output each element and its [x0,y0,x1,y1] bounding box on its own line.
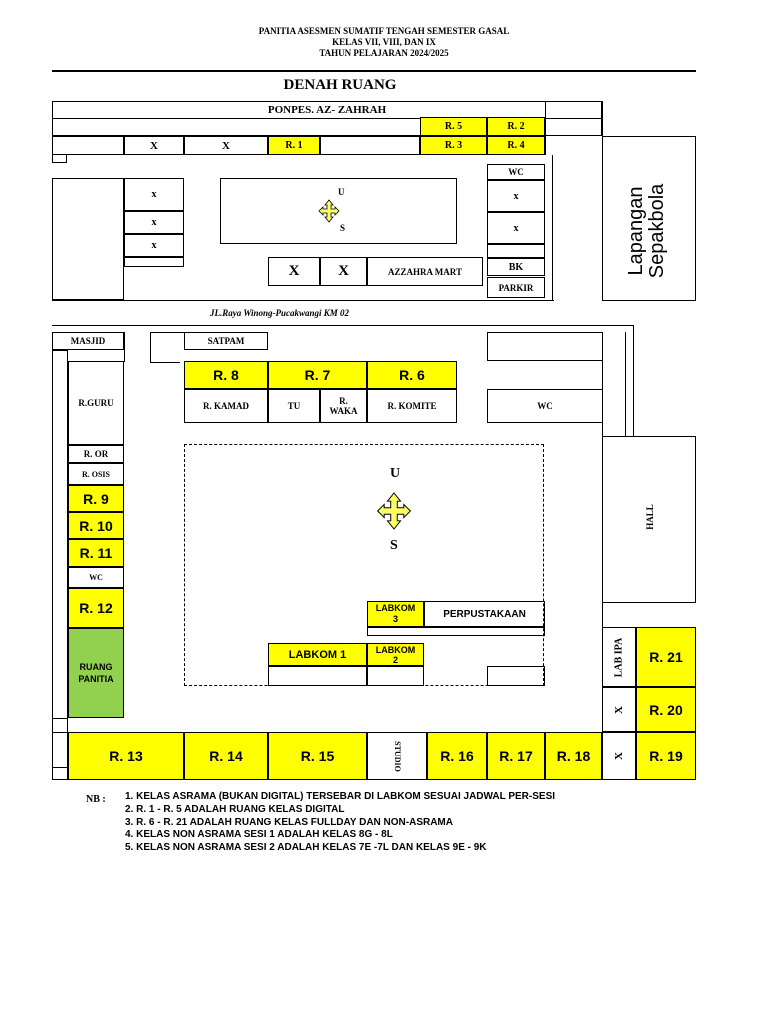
room-r14: R. 14 [184,732,268,780]
room-r8: R. 8 [184,361,268,389]
compass-south-label: S [390,538,398,553]
room-r5: R. 5 [420,117,487,136]
header-line-3: TAHUN PELAJARAN 2024/2025 [319,48,449,58]
upper-room-blank [320,136,420,155]
perpustakaan: PERPUSTAKAAN [424,601,545,627]
hall-label: HALL [645,504,655,530]
room-r21: R. 21 [636,627,696,687]
studio-label: STUDIO [392,740,402,772]
lower-boundary [633,325,634,437]
tu-room: TU [268,389,320,423]
header-line-2: KELAS VII, VIII, DAN IX [332,37,436,47]
room-r12: R. 12 [68,588,124,628]
room-r16: R. 16 [427,732,487,780]
page-title: DENAH RUANG [283,76,397,93]
note-item: 3. R. 6 - R. 21 ADALAH RUANG KELAS FULLDAY DAN NON-ASRAMA [125,817,453,828]
upper-left-room [52,178,124,300]
lab-ipa-label: LAB IPA [613,637,625,677]
masjid: MASJID [52,332,124,350]
room-r19: R. 19 [636,732,696,780]
upper-room-x: x [487,180,545,212]
lower-boundary [150,332,151,362]
satpam-post: SATPAM [184,332,268,350]
upper-room-blank [52,136,124,155]
kamad-room: R. KAMAD [184,389,268,423]
lower-room-x-label: X [612,752,625,760]
note-item: 5. KELAS NON ASRAMA SESI 2 ADALAH KELAS 7E -7L DAN KELAS 9E - 9K [125,842,487,853]
upper-room-x: X [184,136,268,155]
upper-room-x: x [124,178,184,211]
osis-room: R. OSIS [68,463,124,485]
lower-boundary [625,332,626,437]
lower-room-blank [367,627,545,636]
waka-room: R. WAKA [320,389,367,423]
upper-room-blank [124,257,184,267]
upper-boundary [602,101,603,136]
lower-room-blank [487,666,545,686]
azzahra-mart: AZZAHRA MART [367,257,483,286]
room-r6: R. 6 [367,361,457,389]
compass-south-label: S [340,223,346,233]
upper-step [52,154,67,163]
upper-room-x: X [124,136,184,155]
lower-wc: WC [487,389,603,423]
upper-boundary [552,155,553,301]
upper-room-x: x [487,212,545,244]
room-r2: R. 2 [487,117,545,136]
upper-room-x: x [124,211,184,234]
note-item: 2. R. 1 - R. 5 ADALAH RUANG KELAS DIGITAL [125,804,345,815]
ponpes-label: PONPES. AZ- ZAHRAH [52,101,602,119]
room-r10: R. 10 [68,512,124,539]
header-line-1: PANITIA ASESMEN SUMATIF TENGAH SEMESTER GASAL [258,26,510,36]
or-room: R. OR [68,445,124,463]
upper-divider [545,101,546,155]
compass-icon [376,491,412,531]
labkom-3: LABKOM 3 [367,601,424,627]
road-label: JL.Raya Winong-Pucakwangi KM 02 [210,308,350,318]
compass-icon [318,199,340,223]
compass-north-label: U [338,187,345,197]
lapangan-label: Lapangan Sepakbola [625,183,668,279]
panitia-room: RUANG PANITIA [68,628,124,718]
upper-wc: WC [487,164,545,180]
room-r1: R. 1 [268,136,320,155]
room-r15: R. 15 [268,732,367,780]
room-r3: R. 3 [420,136,487,155]
header-rule [52,70,696,72]
lower-west-wall [52,732,68,780]
compass-north-label: U [390,466,401,481]
notes-label: NB : [86,794,106,805]
lower-west-wall [52,350,68,768]
room-r7: R. 7 [268,361,367,389]
lab-ipa [602,627,636,687]
lower-room-blank [268,666,367,686]
lower-boundary [150,332,184,333]
labkom-2: LABKOM 2 [367,643,424,666]
upper-room-x: x [124,234,184,257]
road-line [52,325,634,326]
lower-wc-small: WC [68,567,124,588]
upper-boundary [52,300,554,301]
parkir-area: PARKIR [487,277,545,298]
room-r9: R. 9 [68,485,124,512]
upper-room-blank [487,244,545,258]
bk-room: BK [487,258,545,276]
room-r17: R. 17 [487,732,545,780]
room-r18: R. 18 [545,732,602,780]
guru-room: R.GURU [68,361,124,445]
labkom-1: LABKOM 1 [268,643,367,666]
lower-room-x [602,732,636,780]
lower-boundary [150,362,180,363]
room-r13: R. 13 [68,732,184,780]
room-r4: R. 4 [487,136,545,155]
lower-room-blank [367,666,424,686]
upper-room-x-large: X [320,257,367,286]
lower-room-x [602,687,636,732]
lower-boundary [124,332,125,362]
lower-room-blank [487,332,603,361]
room-r20: R. 20 [636,687,696,732]
komite-room: R. KOMITE [367,389,457,423]
room-r11: R. 11 [68,539,124,567]
lower-boundary [52,718,68,719]
lower-room-x-label: X [612,705,625,714]
studio [367,732,427,780]
note-item: 4. KELAS NON ASRAMA SESI 1 ADALAH KELAS 8G - 8L [125,829,393,840]
note-item: 1. KELAS ASRAMA (BUKAN DIGITAL) TERSEBAR DI LABKOM SESUAI JADWAL PER-SESI [125,791,556,802]
upper-room-x-large: X [268,257,320,286]
